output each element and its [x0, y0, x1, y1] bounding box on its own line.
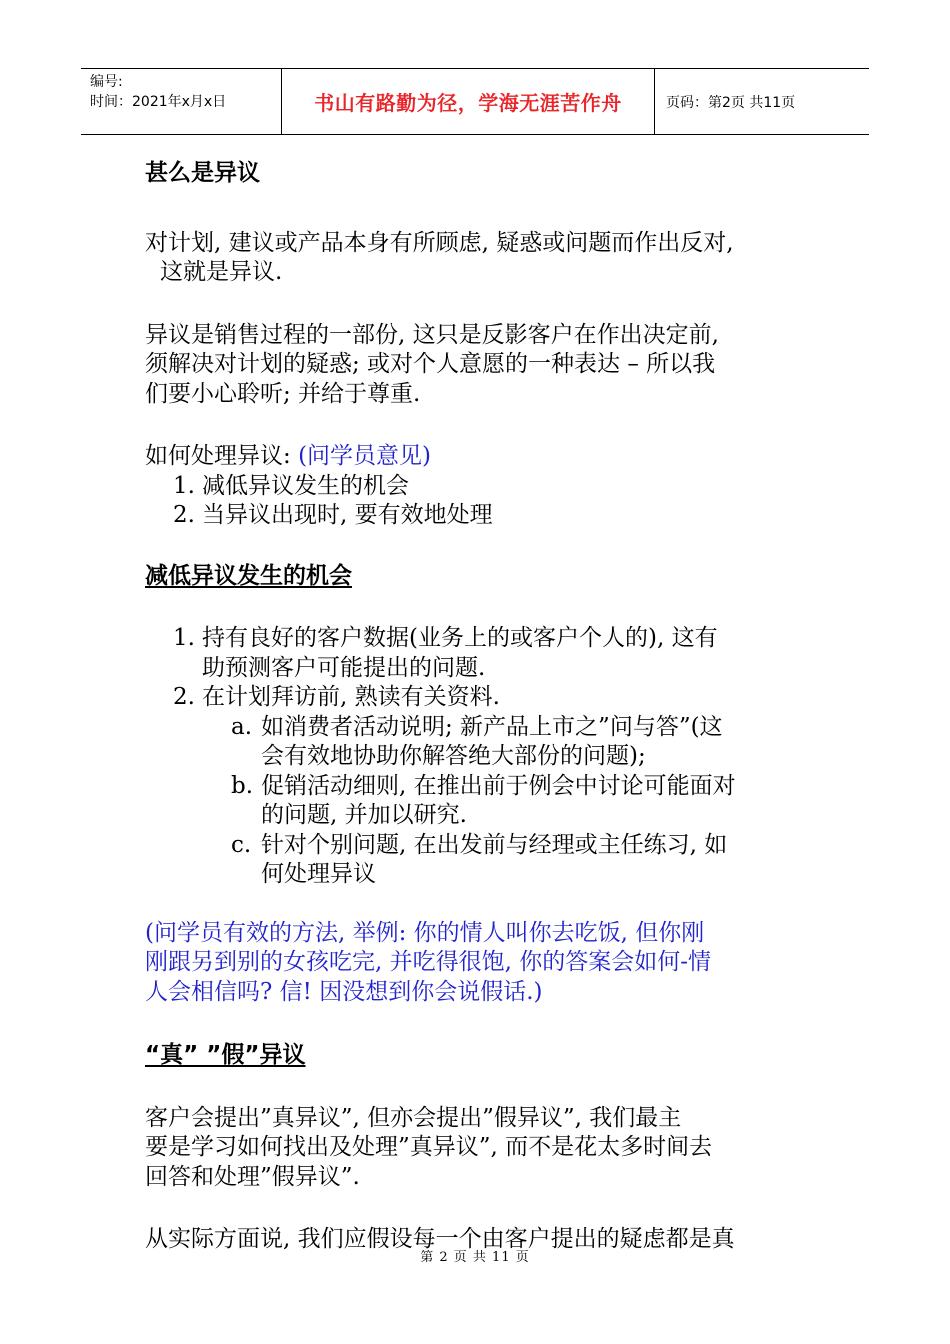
- sublist-text: [261, 772, 736, 831]
- trainer-note-line3: 人会相信吗? 信! 因没想到你会说假话.): [145, 978, 543, 1005]
- paragraph-how-to-handle: [145, 442, 825, 472]
- list-text: 减低异议发生的机会: [202, 472, 409, 499]
- paragraph-process-line2: 须解决对计划的疑惑; 或对个人意愿的一种表达 – 所以我: [145, 351, 716, 377]
- paragraph-process-line1: 异议是销售过程的一部份, 这只是反影客户在作出决定前,: [145, 321, 719, 348]
- paragraph-true-false-line3: 回答和处理”假异议”.: [145, 1163, 360, 1190]
- list-text-line: 持有良好的客户数据(业务上的或客户个人的), 这有: [202, 625, 718, 651]
- list-text: 在计划拜访前, 熟读有关资料.: [202, 684, 500, 710]
- paragraph-definition-line1: 对计划, 建议或产品本身有所顾虑, 疑惑或问题而作出反对,: [145, 229, 734, 256]
- header-page-code: 页码：第2页 共11页: [666, 94, 796, 111]
- section-title-true-false: “真” ”假”异议: [145, 1042, 306, 1068]
- document-body: [145, 150, 825, 1255]
- sublist-text-line: 的问题, 并加以研究.: [261, 802, 467, 828]
- section-title-reduce: 减低异议发生的机会: [145, 562, 352, 589]
- sublist-text: [261, 713, 723, 772]
- trainer-note-line2: 刚跟另到别的女孩吃完, 并吃得很饱, 你的答案会如何-情: [145, 949, 712, 975]
- paragraph-definition-line2: 这就是异议.: [160, 259, 283, 285]
- how-to-handle-note: (问学员意见): [298, 443, 432, 469]
- list-text: 当异议出现时, 要有效地处理: [202, 502, 493, 528]
- header-meta-cell: [81, 69, 282, 134]
- sublist-letter: b.: [231, 772, 254, 799]
- sublist-text-line: 如消费者活动说明; 新产品上市之”问与答”(这: [261, 713, 723, 740]
- paragraph-true-false-line1: 客户会提出”真异议”, 但亦会提出”假异议”, 我们最主: [145, 1104, 682, 1131]
- reduce-sublist: [145, 713, 825, 890]
- time-label: 时间：2021年x月x日: [90, 94, 227, 110]
- sublist-text-line: 何处理异议: [261, 861, 376, 887]
- handle-list: [145, 472, 825, 531]
- list-number: 1.: [173, 625, 195, 651]
- sublist-text: [261, 831, 727, 890]
- list-text: [202, 624, 718, 683]
- list-number: 2.: [173, 502, 195, 528]
- list-number: 2.: [173, 684, 195, 710]
- paragraph-practical-line1: 从实际方面说, 我们应假设每一个由客户提出的疑虑都是真: [145, 1226, 735, 1252]
- sublist-text-line: 针对个别问题, 在出发前与经理或主任练习, 如: [261, 831, 728, 858]
- sublist-text-line: 会有效地协助你解答绝大部份的问题);: [261, 743, 646, 769]
- sublist-item: [231, 831, 825, 890]
- header-motto: 书山有路勤为径，学海无涯苦作舟: [282, 69, 655, 134]
- sublist-letter: a.: [231, 713, 253, 740]
- paragraph-true-false-line2: 要是学习如何找出及处理”真异议”, 而不是花太多时间去: [145, 1134, 713, 1160]
- list-item: [173, 624, 825, 683]
- how-to-handle-lead: 如何处理异议:: [145, 443, 299, 469]
- trainer-note: [145, 919, 825, 1008]
- sublist-item: [231, 713, 825, 772]
- list-item: [173, 683, 825, 713]
- page-footer: 第 2 页 共 11 页: [420, 1250, 530, 1265]
- reduce-list: [145, 624, 825, 713]
- sublist-text-line: 促销活动细则, 在推出前于例会中讨论可能面对: [261, 772, 736, 799]
- list-item: [173, 472, 825, 502]
- sublist-item: [231, 772, 825, 831]
- list-item: [173, 501, 825, 531]
- trainer-note-line1: (问学员有效的方法, 举例: 你的情人叫你去吃饭, 但你刚: [145, 919, 705, 946]
- sublist-letter: c.: [231, 831, 252, 858]
- page-header: [81, 68, 869, 135]
- list-number: 1.: [173, 472, 195, 499]
- section-title-objection: 甚么是异议: [145, 160, 260, 186]
- list-text-line: 助预测客户可能提出的问题.: [202, 654, 486, 681]
- paragraph-process-line3: 们要小心聆听; 并给于尊重.: [145, 380, 421, 407]
- serial-label: 编号:: [90, 74, 123, 90]
